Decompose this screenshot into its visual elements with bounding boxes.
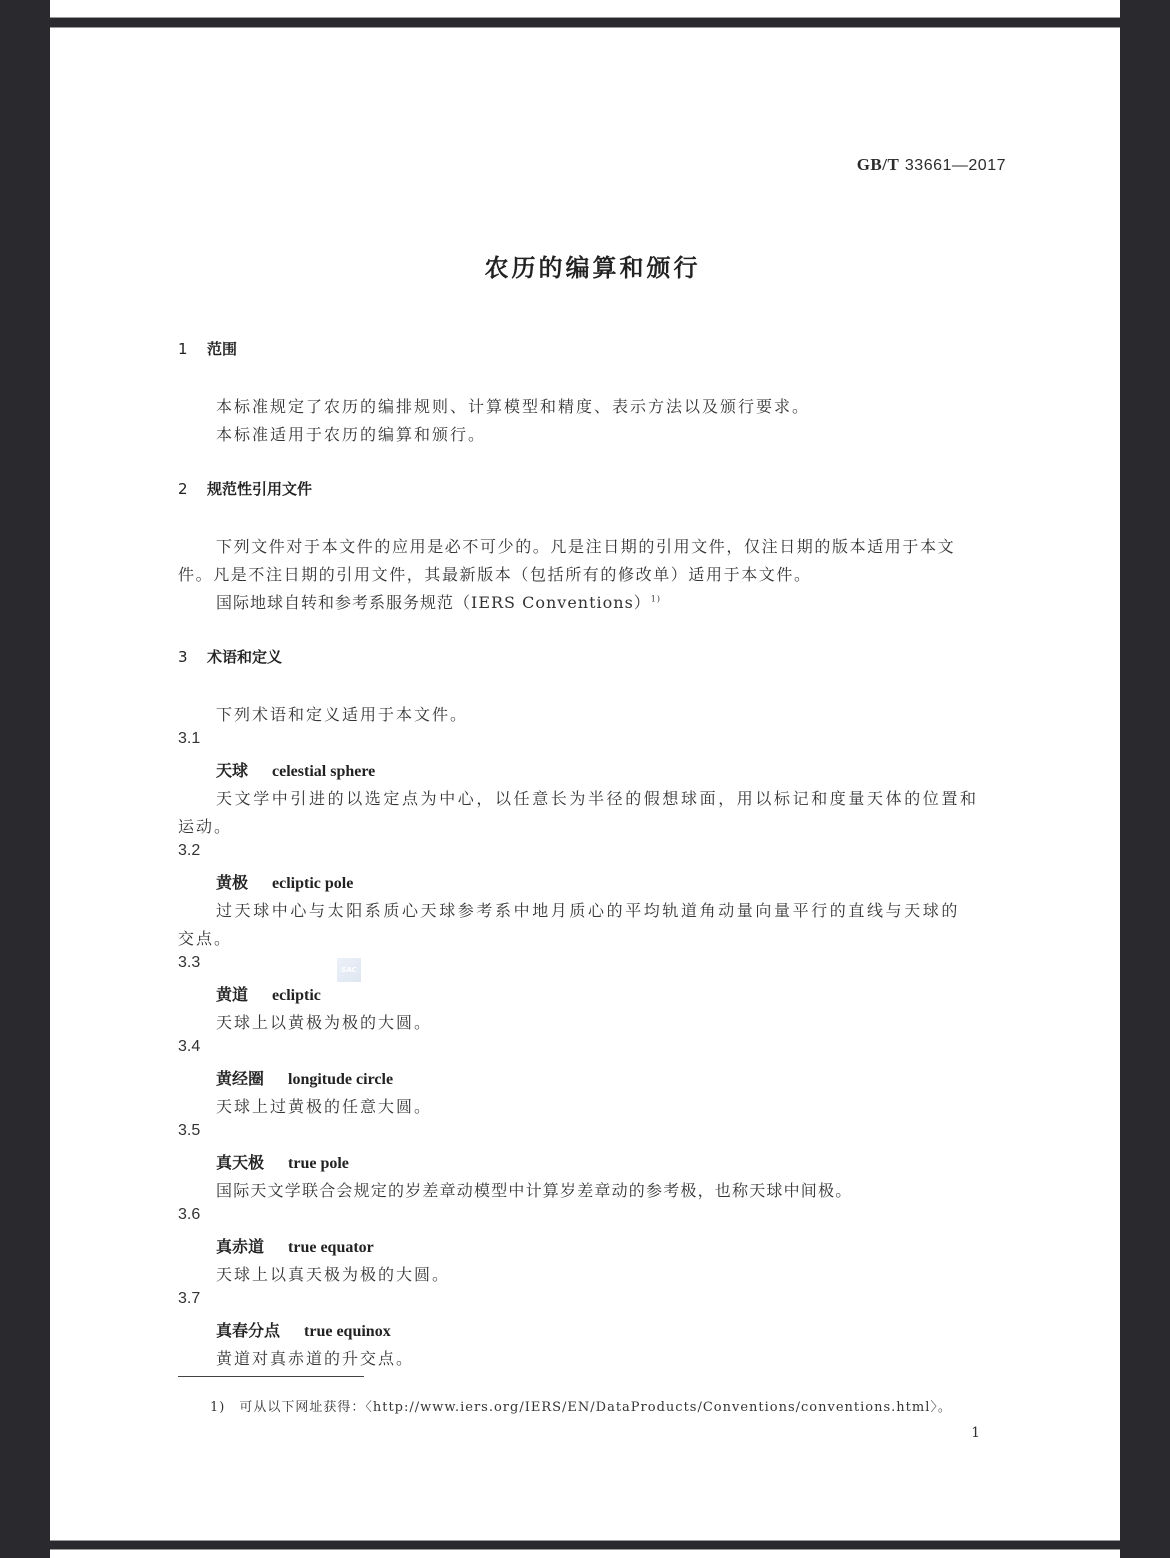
footnote-text[interactable]: 可从以下网址获得：〈http://www.iers.org/IERS/EN/DataProducts/Conventions/conventions.html〉。: [239, 1400, 952, 1415]
term-definition: 天球上过黄极的任意大圆。: [216, 1097, 433, 1116]
section-heading-2: 2 规范性引用文件: [178, 480, 313, 498]
footnote: 1) 可从以下网址获得：〈http://www.iers.org/IERS/EN/DataProducts/Conventions/conventions.html〉。: [210, 1400, 952, 1415]
clause-number: 3.3: [178, 954, 201, 971]
term-entry: 天球 celestial sphere: [216, 761, 376, 780]
term-definition: 交点。: [178, 929, 233, 948]
term-definition: 运动。: [178, 817, 233, 836]
term-entry: 真天极 true pole: [216, 1153, 349, 1172]
clause-number: 3.4: [178, 1038, 201, 1055]
term-entry: 真赤道 true equator: [216, 1237, 374, 1256]
watermark-logo: SAC: [337, 958, 361, 982]
paragraph-continuation: 件。凡是不注日期的引用文件，其最新版本（包括所有的修改单）适用于本文件。: [178, 565, 812, 584]
section-heading-3: 3 术语和定义: [178, 648, 283, 666]
standard-prefix: GB/T: [856, 155, 900, 174]
paragraph: 下列文件对于本文件的应用是必不可少的。凡是注日期的引用文件，仅注日期的版本适用于本文: [216, 537, 956, 556]
term-definition: 过天球中心与太阳系质心天球参考系中地月质心的平均轨道角动量向量平行的直线与天球的: [216, 901, 961, 920]
term-entry: 真春分点 true equinox: [216, 1321, 391, 1340]
term-definition: 国际天文学联合会规定的岁差章动模型中计算岁差章动的参考极，也称天球中间极。: [216, 1181, 853, 1200]
footnote-divider: [178, 1376, 364, 1377]
paragraph: 本标准适用于农历的编算和颁行。: [216, 425, 487, 444]
paragraph: 本标准规定了农历的编排规则、计算模型和精度、表示方法以及颁行要求。: [216, 397, 811, 416]
clause-number: 3.2: [178, 842, 201, 859]
clause-number: 3.7: [178, 1290, 201, 1307]
standard-number: 33661—2017: [904, 157, 1006, 174]
standard-code: [857, 155, 1006, 175]
clause-number: 3.6: [178, 1206, 201, 1223]
term-definition: 天文学中引进的以选定点为中心，以任意长为半径的假想球面，用以标记和度量天体的位置和: [216, 789, 979, 808]
term-entry: 黄极 ecliptic pole: [216, 873, 354, 892]
term-entry: 黄经圈 longitude circle: [216, 1069, 394, 1088]
reference-item: 国际地球自转和参考系服务规范（IERS Conventions）$^{1)}$: [216, 593, 662, 612]
clause-number: 3.5: [178, 1122, 201, 1139]
page-number: 1: [971, 1425, 980, 1441]
footnote-ref[interactable]: 1): [650, 594, 662, 604]
term-definition: 天球上以黄极为极的大圆。: [216, 1013, 433, 1032]
section-heading-1: 1 范围: [178, 340, 238, 358]
term-definition: 天球上以真天极为极的大圆。: [216, 1265, 451, 1284]
document-title: 农历的编算和颁行: [484, 254, 701, 282]
previous-page-bottom: [50, 0, 1120, 18]
term-definition: 黄道对真赤道的升交点。: [216, 1349, 415, 1368]
term-entry: 黄道 ecliptic: [216, 985, 321, 1004]
paragraph: 下列术语和定义适用于本文件。: [216, 705, 469, 724]
clause-number: 3.1: [178, 730, 201, 747]
document-page: [50, 27, 1120, 1541]
